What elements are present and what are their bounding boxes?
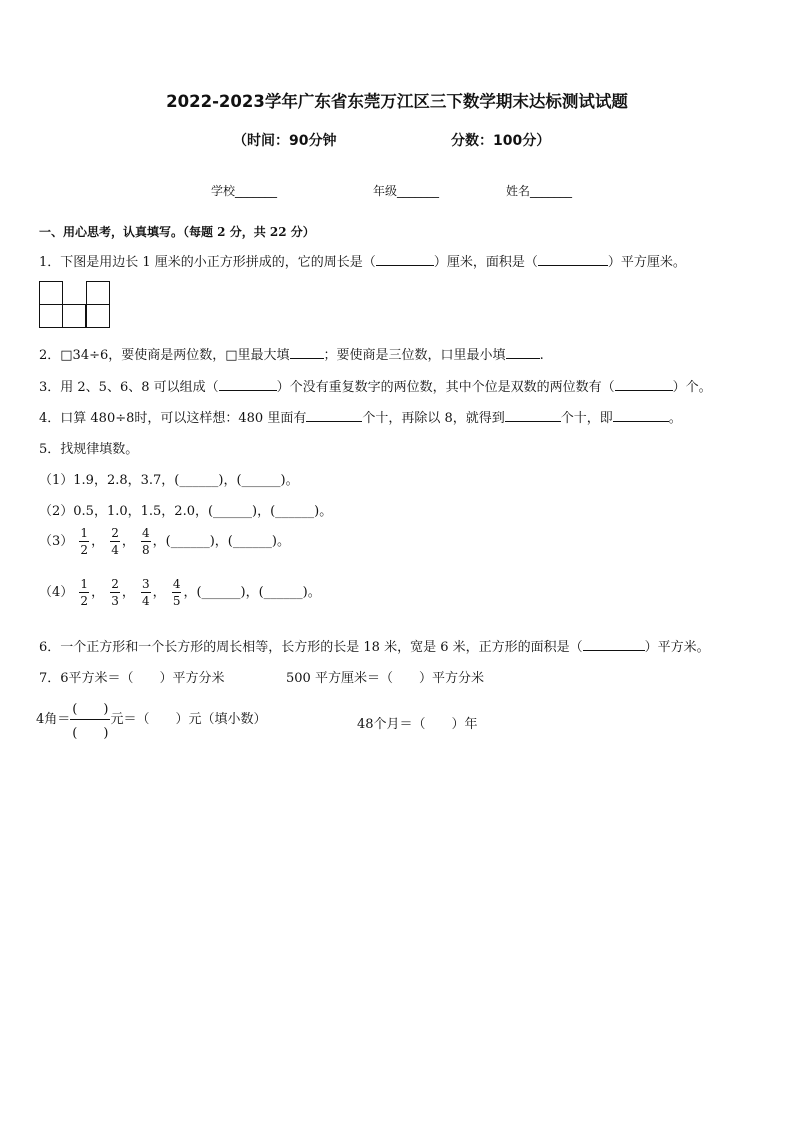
q5-line-2: （2）0.5，1.0，1.5，2.0，(______)，(______)。 — [39, 504, 333, 519]
fraction — [79, 527, 89, 556]
numerator-blank: ( ) — [70, 698, 110, 720]
q6-blank — [583, 638, 645, 651]
numerator: 1 — [80, 577, 89, 591]
numerator: 1 — [80, 526, 89, 540]
fraction — [79, 578, 89, 607]
school-field: 学校_______ — [211, 184, 278, 198]
q4-text-a: 4．口算 480÷8时，可以这样想：480 里面有 — [39, 411, 307, 426]
q2-text-b: ；要使商是三位数，口里最小填 — [323, 348, 506, 363]
q1-text-a: 1．下图是用边长 1 厘米的小正方形拼成的，它的周长是（ — [39, 255, 376, 270]
q3-text-a: 3．用 2、5、6、8 可以组成（ — [39, 380, 219, 395]
q7-part-c — [36, 698, 266, 741]
fraction — [172, 578, 182, 607]
fraction — [141, 527, 151, 556]
q2-blank-1 — [290, 346, 324, 359]
grid-square — [86, 281, 110, 305]
denominator-blank: ( ) — [72, 726, 109, 741]
q4-blank-3 — [613, 409, 669, 422]
q3-text-c: ）个。 — [672, 380, 712, 395]
name-field: 姓名_______ — [506, 184, 573, 198]
grid-square — [62, 304, 86, 328]
grid-square — [39, 304, 63, 328]
q1-blank-2 — [538, 253, 608, 266]
q6-text-a: 6．一个正方形和一个长方形的周长相等，长方形的长是 18 米，宽是 6 米，正方形的面积是（ — [39, 640, 583, 655]
fraction — [110, 527, 120, 556]
section-heading: 一、用心思考，认真填写。（每题 2 分，共 22 分） — [39, 225, 315, 239]
q3-text-b: ）个没有重复数字的两位数，其中个位是双数的两位数有（ — [276, 380, 615, 395]
q4-blank-2 — [505, 409, 561, 422]
q7-part-d: 48个月＝（ ）年 — [357, 717, 478, 732]
q5-line-4-label: （4） — [39, 585, 74, 600]
question-3 — [39, 376, 712, 395]
q1-text-b: ）厘米，面积是（ — [433, 255, 538, 270]
q6-text-b: ）平方米。 — [644, 640, 710, 655]
question-5-heading: 5．找规律填数。 — [39, 442, 139, 457]
denominator: 4 — [142, 594, 150, 608]
numerator: 2 — [111, 577, 119, 591]
q4-text-c: 个十，即 — [560, 411, 613, 426]
q4-text-b: 个十，再除以 8，就得到 — [362, 411, 505, 426]
q2-blank-2 — [506, 346, 540, 359]
q5-line-3-tail: ，(______)，(______)。 — [152, 534, 290, 549]
q2-text-a: 2．□34÷6，要使商是两位数，□里最大填 — [39, 348, 290, 363]
q1-text-c: ）平方厘米。 — [607, 255, 686, 270]
q5-line-4 — [39, 578, 321, 607]
denominator: 4 — [111, 543, 119, 557]
grid-square — [86, 304, 110, 328]
q5-line-4-tail: ，(______)，(______)。 — [183, 585, 321, 600]
grid-square — [39, 281, 63, 305]
fraction — [110, 578, 120, 607]
q4-text-d: 。 — [668, 411, 682, 426]
q3-blank-2 — [615, 378, 673, 391]
question-1 — [39, 251, 686, 270]
denominator: 8 — [142, 543, 150, 557]
square-grid-figure — [39, 281, 110, 329]
numerator: 4 — [172, 577, 181, 591]
denominator: 5 — [172, 594, 181, 608]
q5-line-3 — [39, 527, 290, 556]
numerator: 4 — [142, 526, 150, 540]
q4-blank-1 — [306, 409, 362, 422]
question-4 — [39, 407, 682, 426]
page-title: 2022-2023学年广东省东莞万江区三下数学期末达标测试试题 — [166, 92, 628, 111]
question-6 — [39, 636, 710, 655]
q2-text-c: . — [539, 348, 544, 363]
separator: ， — [152, 585, 166, 600]
denominator: 3 — [111, 594, 119, 608]
q5-line-3-label: （3） — [39, 534, 74, 549]
separator: ， — [91, 534, 105, 549]
score-label: 分数：100分） — [451, 133, 551, 149]
grade-field: 年级_______ — [373, 184, 440, 198]
q5-line-1: （1）1.9，2.8，3.7，(______)，(______)。 — [39, 473, 299, 488]
q1-blank-1 — [376, 253, 434, 266]
q7-part-b: 500 平方厘米＝（ ）平方分米 — [286, 671, 484, 686]
q7-c-prefix: 4角＝ — [36, 712, 71, 727]
separator: ， — [91, 585, 105, 600]
fraction — [141, 578, 151, 607]
time-label: （时间：90分钟 — [233, 133, 337, 149]
q3-blank-1 — [219, 378, 277, 391]
numerator: 2 — [111, 526, 119, 540]
q7-part-a: 7．6平方米＝（ ）平方分米 — [39, 671, 225, 686]
numerator: 3 — [142, 577, 150, 591]
question-2 — [39, 344, 544, 363]
fraction-blank — [70, 698, 110, 741]
denominator: 2 — [80, 543, 89, 557]
separator: ， — [121, 534, 135, 549]
separator: ， — [121, 585, 135, 600]
q7-c-suffix: 元＝（ ）元（填小数） — [110, 712, 267, 727]
denominator: 2 — [80, 594, 89, 608]
